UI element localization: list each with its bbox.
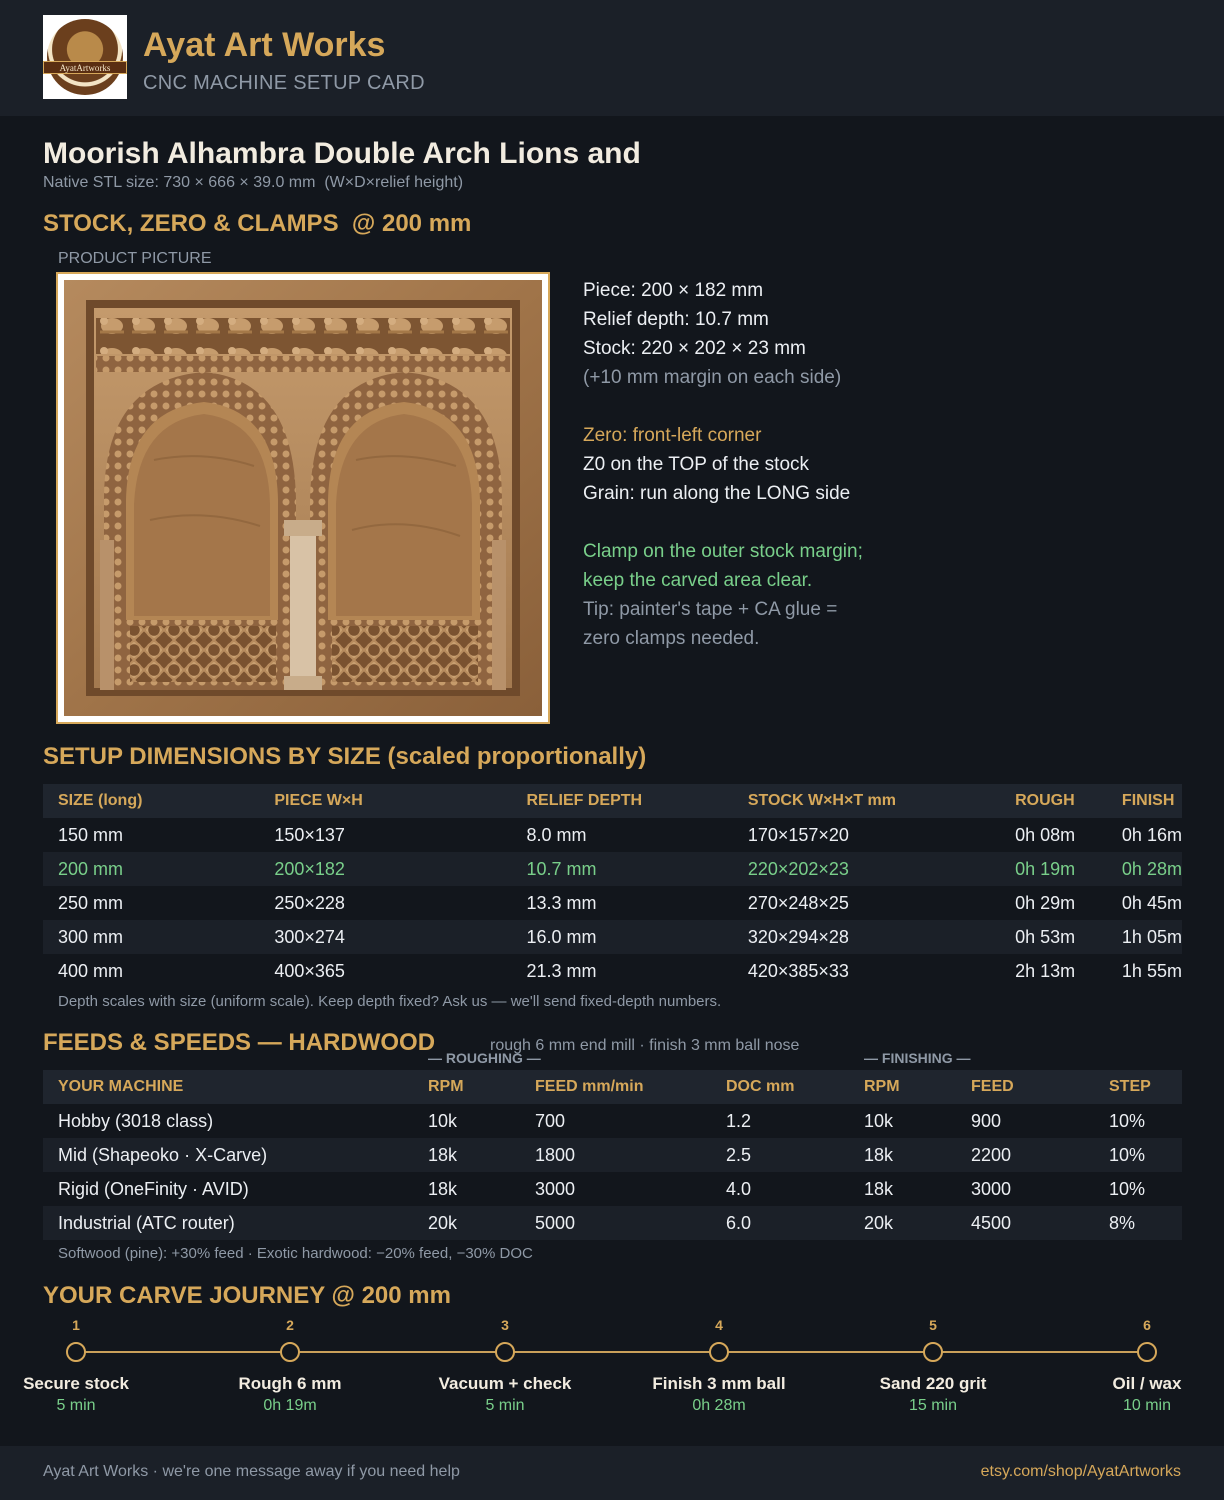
- product-picture-label: PRODUCT PICTURE: [58, 250, 212, 267]
- table-cell: 150×137: [274, 824, 345, 845]
- step-number: 1: [72, 1317, 80, 1333]
- stock-setup-notes: [583, 276, 863, 653]
- stock-note-line: zero clamps needed.: [583, 628, 760, 649]
- column-header: YOUR MACHINE: [43, 1070, 413, 1104]
- step-number: 2: [286, 1317, 294, 1333]
- roughing-group-label: — ROUGHING —: [428, 1050, 541, 1066]
- table-cell: 16.0 mm: [512, 920, 733, 954]
- journey-step: [405, 1315, 605, 1417]
- table-cell: 250 mm: [58, 892, 124, 913]
- table-cell: 1h 55m: [1121, 960, 1182, 981]
- table-cell: 320×294×28: [733, 920, 1000, 954]
- feeds-table: [43, 1070, 1182, 1240]
- table-cell: 4.0: [726, 1178, 752, 1199]
- table-cell: 0h 08m: [1015, 824, 1076, 845]
- table-cell: 18k: [864, 1178, 894, 1199]
- table-cell: 420×385×33: [747, 960, 849, 981]
- column-header: RPM: [413, 1070, 520, 1104]
- table-cell: 170×157×20: [747, 824, 849, 845]
- stock-note-line: Grain: run along the LONG side: [583, 483, 851, 504]
- table-cell: 0h 19m: [1000, 852, 1107, 886]
- table-cell: Hobby (3018 class): [58, 1110, 214, 1131]
- table-cell: 0h 29m: [1015, 892, 1076, 913]
- table-cell: 10%: [1094, 1138, 1182, 1172]
- step-name: Oil / wax: [1112, 1374, 1182, 1393]
- table-cell: 18k: [849, 1138, 956, 1172]
- stock-note-line: Tip: painter's tape + CA glue =: [583, 599, 838, 620]
- table-cell: 4500: [956, 1206, 1094, 1240]
- table-cell: Rigid (OneFinity · AVID): [58, 1178, 249, 1199]
- machine-row: [43, 1206, 1182, 1240]
- table-cell: 6.0: [711, 1206, 849, 1240]
- journey-step: [833, 1315, 1033, 1417]
- table-cell: 250×228: [274, 892, 345, 913]
- table-cell: 3000: [535, 1178, 576, 1199]
- product-title: Moorish Alhambra Double Arch Lions and: [43, 137, 641, 170]
- stock-note-line: keep the carved area clear.: [583, 570, 813, 591]
- shop-link[interactable]: etsy.com/shop/AyatArtworks: [980, 1463, 1181, 1480]
- table-cell: 300 mm: [43, 920, 259, 954]
- step-marker-icon: [495, 1342, 515, 1362]
- step-marker-icon: [1137, 1342, 1157, 1362]
- footer-bar: [0, 1446, 1224, 1500]
- table-cell: 200 mm: [43, 852, 259, 886]
- step-name: Vacuum + check: [438, 1374, 572, 1393]
- table-cell: 20k: [849, 1206, 956, 1240]
- step-number: 5: [929, 1317, 937, 1333]
- table-cell: 1.2: [726, 1110, 752, 1131]
- table-cell: 220×202×23: [733, 852, 1000, 886]
- column-header: PIECE W×H: [259, 784, 511, 818]
- brand-name: Ayat Art Works: [143, 26, 386, 64]
- table-cell: 18k: [428, 1178, 458, 1199]
- size-row: [43, 954, 1182, 988]
- table-cell: 2.5: [711, 1138, 849, 1172]
- brand-logo: [43, 15, 127, 99]
- stock-note-line: Z0 on the TOP of the stock: [583, 454, 810, 475]
- stock-section-heading: STOCK, ZERO & CLAMPS @ 200 mm: [43, 210, 472, 237]
- machine-row: [43, 1172, 1182, 1206]
- table-cell: Mid (Shapeoko · X-Carve): [43, 1138, 413, 1172]
- table-cell: 5000: [520, 1206, 711, 1240]
- feeds-heading: FEEDS & SPEEDS — HARDWOOD: [43, 1029, 436, 1056]
- table-cell: 10.7 mm: [512, 852, 733, 886]
- column-header: SIZE (long): [43, 784, 259, 818]
- step-duration: 5 min: [485, 1397, 525, 1414]
- table-cell: 0h 53m: [1000, 920, 1107, 954]
- journey-step: [1047, 1315, 1224, 1417]
- header-bar: [0, 0, 1224, 116]
- stock-note-line: (+10 mm margin on each side): [583, 367, 842, 388]
- table-cell: 10k: [864, 1110, 894, 1131]
- table-cell: 700: [535, 1110, 566, 1131]
- footer-message: Ayat Art Works · we're one message away if you need help: [43, 1463, 460, 1480]
- dimensions-table: [43, 784, 1182, 988]
- table-cell: 13.3 mm: [526, 892, 597, 913]
- table-cell: 0h 16m: [1121, 824, 1182, 845]
- column-header: FEED mm/min: [520, 1070, 711, 1104]
- stock-note-line: Stock: 220 × 202 × 23 mm: [583, 338, 806, 359]
- step-number: 4: [715, 1317, 723, 1333]
- step-name: Finish 3 mm ball: [652, 1374, 786, 1393]
- logo-text: AyatArtworks: [43, 61, 127, 74]
- table-cell: 10k: [428, 1110, 458, 1131]
- table-cell: 200×182: [259, 852, 511, 886]
- table-cell: 21.3 mm: [526, 960, 597, 981]
- table-cell: 1800: [520, 1138, 711, 1172]
- step-duration: 15 min: [908, 1397, 958, 1414]
- stock-note-line: Clamp on the outer stock margin;: [583, 541, 863, 562]
- table-cell: 2h 13m: [1015, 960, 1076, 981]
- card-subtitle: CNC MACHINE SETUP CARD: [143, 72, 425, 94]
- table-cell: 270×248×25: [747, 892, 849, 913]
- table-cell: 400 mm: [58, 960, 124, 981]
- table-cell: Industrial (ATC router): [43, 1206, 413, 1240]
- step-name: Rough 6 mm: [238, 1374, 342, 1393]
- step-duration: 0h 28m: [692, 1397, 746, 1414]
- journey-step: [190, 1315, 390, 1417]
- journey-step: [0, 1315, 176, 1417]
- table-cell: 20k: [413, 1206, 520, 1240]
- table-cell: 0h 45m: [1121, 892, 1182, 913]
- column-header: ROUGH: [1000, 784, 1107, 818]
- column-header: STEP: [1094, 1070, 1182, 1104]
- table-cell: 300×274: [259, 920, 511, 954]
- table-cell: 8%: [1094, 1206, 1182, 1240]
- table-cell: 3000: [971, 1178, 1012, 1199]
- step-duration: 10 min: [1122, 1397, 1172, 1414]
- step-marker-icon: [923, 1342, 943, 1362]
- table-cell: 10%: [1109, 1178, 1146, 1199]
- stock-note-line: [583, 392, 863, 421]
- step-marker-icon: [66, 1342, 86, 1362]
- journey-step: [619, 1315, 819, 1417]
- column-header: FEED: [956, 1070, 1094, 1104]
- column-header: STOCK W×H×T mm: [733, 784, 1000, 818]
- table-cell: 900: [971, 1110, 1002, 1131]
- step-duration: 5 min: [56, 1397, 96, 1414]
- machine-row: [43, 1138, 1182, 1172]
- table-cell: 10%: [1109, 1110, 1146, 1131]
- size-row: [43, 920, 1182, 954]
- logo-emblem-icon: [47, 19, 123, 95]
- step-number: 6: [1143, 1317, 1151, 1333]
- dimensions-heading: SETUP DIMENSIONS BY SIZE (scaled proportionally): [43, 743, 647, 770]
- feeds-header-row: [43, 1070, 1182, 1104]
- step-duration: 0h 19m: [263, 1397, 317, 1414]
- dimensions-header-row: [43, 784, 1182, 818]
- step-marker-icon: [709, 1342, 729, 1362]
- step-name: Sand 220 grit: [879, 1374, 987, 1393]
- column-header: FINISH: [1107, 784, 1182, 818]
- finishing-group-label: — FINISHING —: [864, 1050, 971, 1066]
- stock-note-line: Piece: 200 × 182 mm: [583, 280, 764, 301]
- size-row: [43, 852, 1182, 886]
- table-cell: 8.0 mm: [526, 824, 587, 845]
- table-cell: 1h 05m: [1107, 920, 1182, 954]
- tooling-note: rough 6 mm end mill · finish 3 mm ball nose: [490, 1037, 800, 1054]
- table-cell: 2200: [956, 1138, 1094, 1172]
- table-cell: 150 mm: [58, 824, 124, 845]
- size-row: [43, 886, 1182, 920]
- step-number: 3: [501, 1317, 509, 1333]
- size-row: [43, 818, 1182, 852]
- carve-journey-timeline: [0, 1315, 1224, 1425]
- feeds-note: Softwood (pine): +30% feed · Exotic hardwood: −20% feed, −30% DOC: [58, 1245, 533, 1262]
- table-cell: 0h 28m: [1107, 852, 1182, 886]
- step-name: Secure stock: [23, 1374, 129, 1393]
- dimensions-note: Depth scales with size (uniform scale). Keep depth fixed? Ask us — we'll send fixed-depth numbers.: [58, 993, 722, 1010]
- column-header: DOC mm: [711, 1070, 849, 1104]
- table-cell: 400×365: [274, 960, 345, 981]
- table-cell: 18k: [413, 1138, 520, 1172]
- column-header: RELIEF DEPTH: [512, 784, 733, 818]
- native-size: Native STL size: 730 × 666 × 39.0 mm (W×D×relief height): [43, 174, 464, 191]
- stock-note-line: [583, 508, 863, 537]
- stock-note-line: Relief depth: 10.7 mm: [583, 309, 769, 330]
- stock-note-line: Zero: front-left corner: [583, 425, 762, 446]
- column-header: RPM: [849, 1070, 956, 1104]
- step-marker-icon: [280, 1342, 300, 1362]
- product-picture: [56, 272, 550, 724]
- carved-panel-illustration: [64, 280, 542, 716]
- journey-heading: YOUR CARVE JOURNEY @ 200 mm: [43, 1282, 451, 1309]
- machine-row: [43, 1104, 1182, 1138]
